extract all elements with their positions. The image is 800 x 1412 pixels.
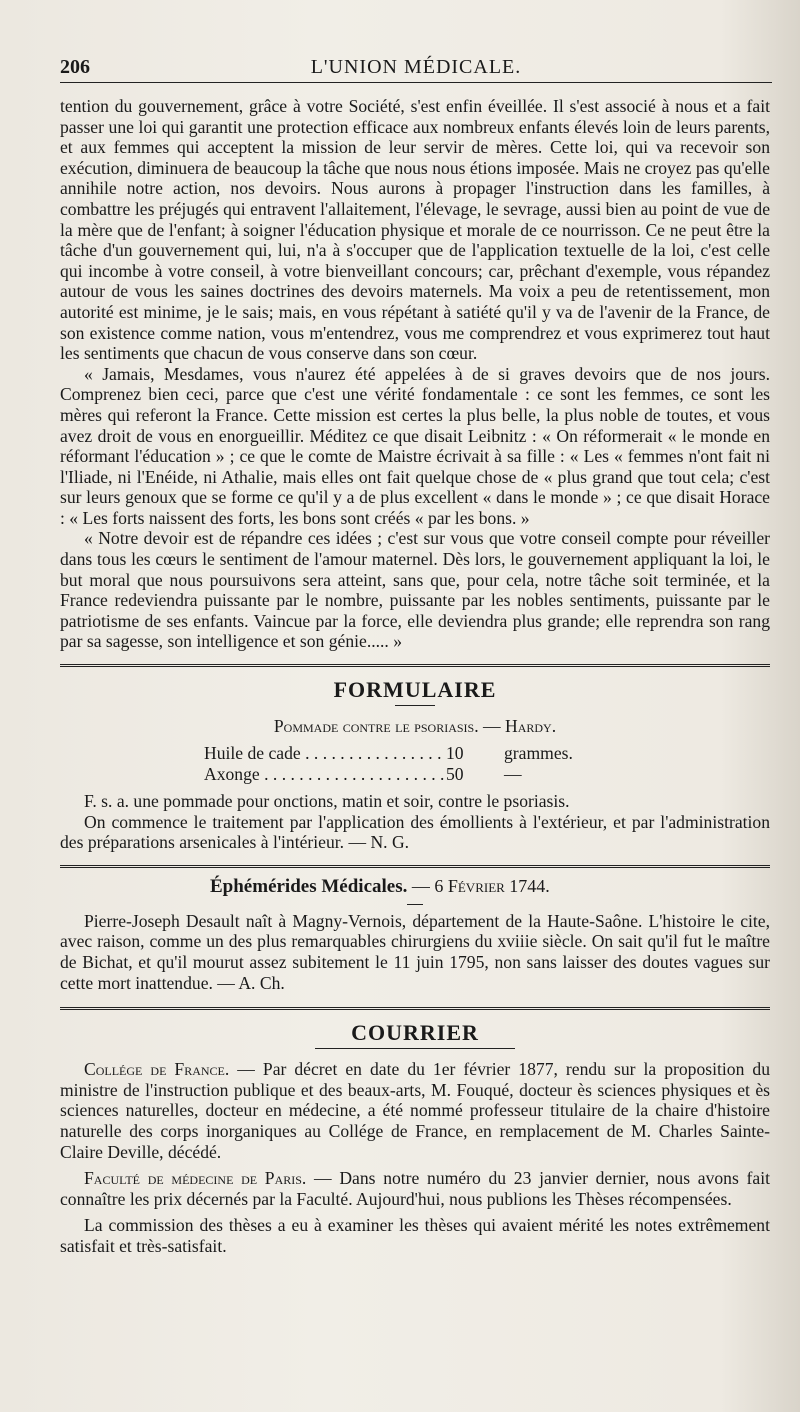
recipe-title: Pommade contre le psoriasis. — Hardy. [273, 716, 557, 737]
courrier-item-commission [60, 1215, 770, 1256]
section-divider [60, 865, 770, 870]
courrier-item-text: — Dans notre numéro du 23 janvier dernier, nous avons fait connaître les prix décernés par la Faculté. Aujourd'hui, nous publions les Thèses récompensées. [60, 1168, 770, 1209]
ingredient-unit: grammes. [504, 743, 573, 764]
recipe-note: On commence le traitement par l'application des émollients à l'extérieur, et par l'administration des préparations arsenicales à l'intérieur. — N. G. [60, 811, 770, 853]
courrier-item-faculte [60, 1168, 770, 1209]
courrier-item-lead: Collége de France. [84, 1059, 230, 1080]
intro-paragraph-1: tention du gouvernement, grâce à votre Société, s'est enfin éveillée. Il s'est associé à nous et a fait passer une loi qui garantit une protection efficace aux nombreux enfants élevés loin de leurs parents, et aux femmes qui acceptent la mission de leur servir de mères. Cette loi, qui va recevoir son exécution, diminuera de beaucoup la tâche que nous nous étions imposée. Mais ne croyez pas qu'elle annihile notre action, nos devoirs. Nous aurons à propager l'instruction dans les familles, à combattre les préjugés qui entravent l'allaitement, l'élevage, le sevrage, aussi bien au point de vue de la mère que de l'enfant; à soigner l'éducation physique et morale de ce nourrisson. Ce ne peut être la tâche d'un gouvernement qui, lui, n'a à s'occuper que de l'application textuelle de la loi, c'est celle qui incombe à votre conseil, à votre bienveillant concours; car, prêchant d'exemple, vous répandez autour de vous les saines doctrines des devoirs maternels. Ma voix a peu de retentissement, mon autorité est minime, je le sais; mais, en vous répétant à satiété qu'il y va de l'avenir de la France, de son existence comme nation, vous m'entendrez, vous me comprendrez et vous exprimerez tout haut les sentiments que chacun de vous conserve dans son cœur. [60, 96, 770, 364]
section-divider [60, 1007, 770, 1012]
running-title: L'UNION MÉDICALE. [310, 56, 522, 78]
ephemerides-text: Pierre-Joseph Desault naît à Magny-Vernois, département de la Haute-Saône. L'histoire le cite, avec raison, comme un des plus remarquables chirurgiens du xviiie siècle. On sait qu'il fut le maître de Bichat, et qu'il mourut assez subitement le 11 juin 1795, non sans laisser des doutes vagues sur cette mort inattendue. — A. Ch. [60, 910, 770, 993]
courrier-item-lead: Faculté de médecine de Paris. [84, 1168, 307, 1189]
page-number: 206 [60, 56, 90, 78]
intro-paragraph-3: « Notre devoir est de répandre ces idées ; c'est sur vous que votre conseil compte pour réveiller dans tous les cœurs le sentiment de l'amour maternel. Dès lors, le gouvernement appliquant la loi, le but moral que nous poursuivons sera atteint, sans que, pour cela, notre tâche soit terminée, et la France redeviendra puissante par le nombre, puissante par les nobles sentiments, puissante par le patriotisme de ses enfants. Vaincue par la force, elle deviendra plus grande; elle reprendra son rang par sa sagesse, son intelligence et son génie..... » [60, 528, 770, 652]
ephemerides-date: — 6 Février 1744. [411, 875, 550, 896]
ingredient-qty: 50 [446, 764, 464, 785]
ingredient-unit: — [504, 764, 522, 785]
recipe-instructions: F. s. a. une pommade pour onctions, matin et soir, contre le psoriasis. [84, 791, 570, 812]
courrier-item-college [60, 1059, 770, 1162]
ephemerides-title: Éphémérides Médicales. [210, 875, 408, 897]
heading-rule [315, 1048, 515, 1049]
ephemerides-heading [210, 876, 770, 898]
ingredient-qty: 10 [446, 743, 464, 764]
ingredient-row [204, 764, 770, 785]
ingredient-name: Huile de cade . . . [204, 743, 446, 764]
heading-rule [407, 904, 423, 905]
heading-rule [395, 705, 435, 706]
courrier-heading: COURRIER [351, 1020, 479, 1046]
ingredient-name: Axonge . . . [204, 764, 446, 785]
section-divider [60, 664, 770, 669]
ingredient-row [204, 743, 770, 764]
intro-paragraph-2: « Jamais, Mesdames, vous n'aurez été appelées à de si graves devoirs que de nos jours. Comprenez bien ceci, parce que c'est une vérité fondamentale : ce sont les femmes, ce sont les mères qui referont la France. Cette mission est certes la plus belle, la plus noble de toutes, et vous avez droit de vous en enorgueillir. Méditez ce que disait Leibnitz : « On réformerait « le monde en réformant l'éducation » ; ce que le comte de Maistre écrivait à sa fille : « Les « femmes n'ont fait ni l'Iliade, ni l'Enéide, ni Athalie, mais elles ont fait quelque chose de « plus grand que tout cela; c'est sur leurs genoux que se forme ce qu'il y a de plus excellent « dans le monde » ; ce que disait Horace : « Les forts naissent des forts, les bons sont créés « par les bons. » [60, 363, 770, 528]
page-body [60, 96, 770, 1257]
recipe-ingredients [204, 743, 770, 785]
page-header [60, 52, 772, 83]
courrier-item-text: La commission des thèses a eu à examiner les thèses qui avaient mérité les notes extrêmement satisfait et très-satisfait. [60, 1215, 770, 1256]
courrier-item-text: — Par décret en date du 1er février 1877, rendu sur la proposition du ministre de l'instruction publique et des beaux-arts, M. Fouqué, docteur ès sciences physiques et ès sciences naturelles, docteur en médecine, a été nommé professeur titulaire de la chaire d'histoire naturelle des corps inorganiques au Collége de France, en remplacement de M. Charles Sainte-Claire Deville, décédé. [60, 1059, 770, 1162]
formulaire-heading: FORMULAIRE [333, 677, 497, 703]
